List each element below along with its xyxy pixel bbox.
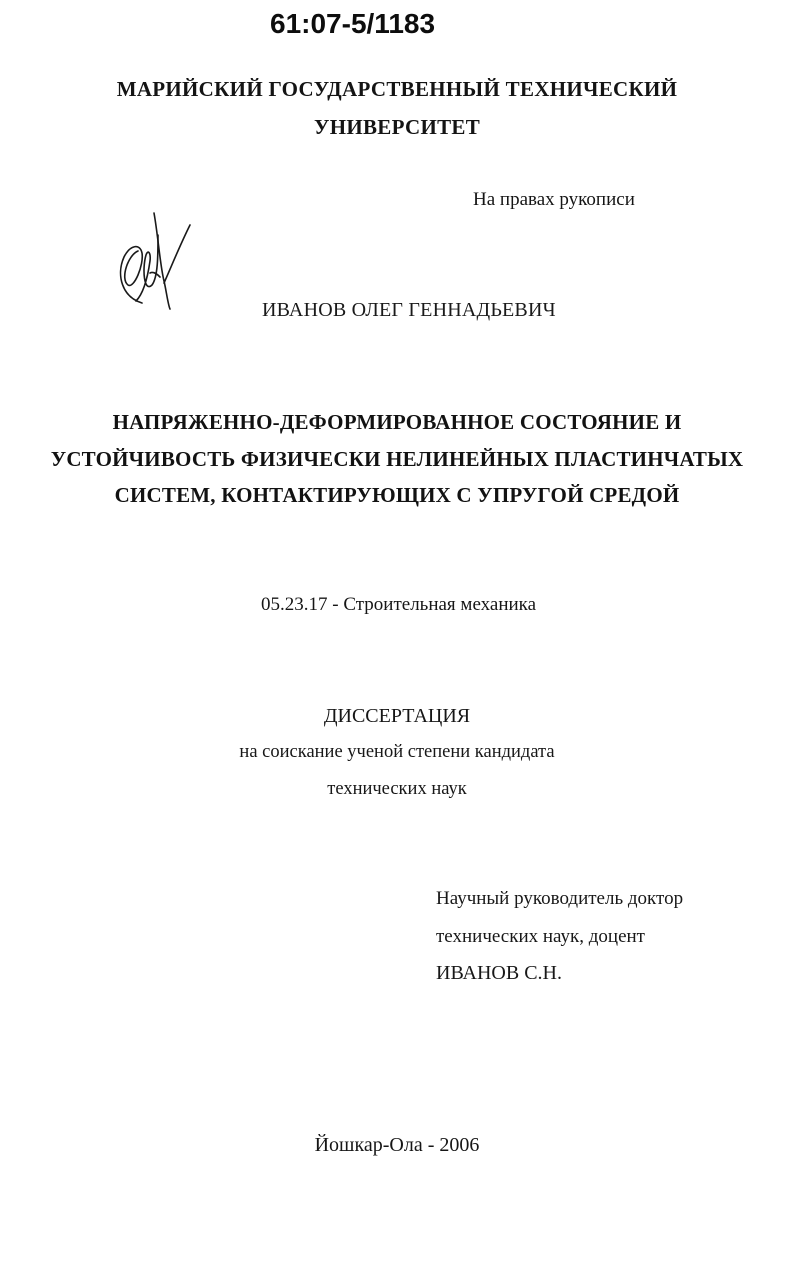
signature-icon bbox=[114, 205, 194, 315]
manuscript-rights-note: На правах рукописи bbox=[473, 189, 635, 210]
thesis-title-line-1: НАПРЯЖЕННО-ДЕФОРМИРОВАННОЕ СОСТОЯНИЕ И bbox=[112, 410, 682, 434]
degree-line-2: технических наук bbox=[327, 779, 467, 799]
author-name: ИВАНОВ ОЛЕГ ГЕННАДЬЕВИЧ bbox=[262, 299, 556, 321]
university-name-line-1: МАРИЙСКИЙ ГОСУДАРСТВЕННЫЙ ТЕХНИЧЕСКИЙ bbox=[116, 77, 678, 101]
specialty-code: 05.23.17 - Строительная механика bbox=[261, 594, 537, 615]
university-name-line-2: УНИВЕРСИТЕТ bbox=[314, 115, 480, 139]
supervisor-line-2: технических наук, доцент bbox=[436, 926, 645, 947]
catalog-number: 61:07-5/1183 bbox=[270, 8, 436, 39]
document-type: ДИССЕРТАЦИЯ bbox=[323, 705, 471, 727]
thesis-title-line-2: УСТОЙЧИВОСТЬ ФИЗИЧЕСКИ НЕЛИНЕЙНЫХ ПЛАСТИНЧАТЫХ bbox=[50, 447, 744, 471]
supervisor-name: ИВАНОВ С.Н. bbox=[436, 962, 562, 984]
thesis-title-line-3: СИСТЕМ, КОНТАКТИРУЮЩИХ С УПРУГОЙ СРЕДОЙ bbox=[114, 483, 680, 507]
degree-line-1: на соискание ученой степени кандидата bbox=[239, 742, 555, 762]
city-year: Йошкар-Ола - 2006 bbox=[314, 1134, 480, 1156]
supervisor-line-1: Научный руководитель доктор bbox=[436, 888, 684, 909]
